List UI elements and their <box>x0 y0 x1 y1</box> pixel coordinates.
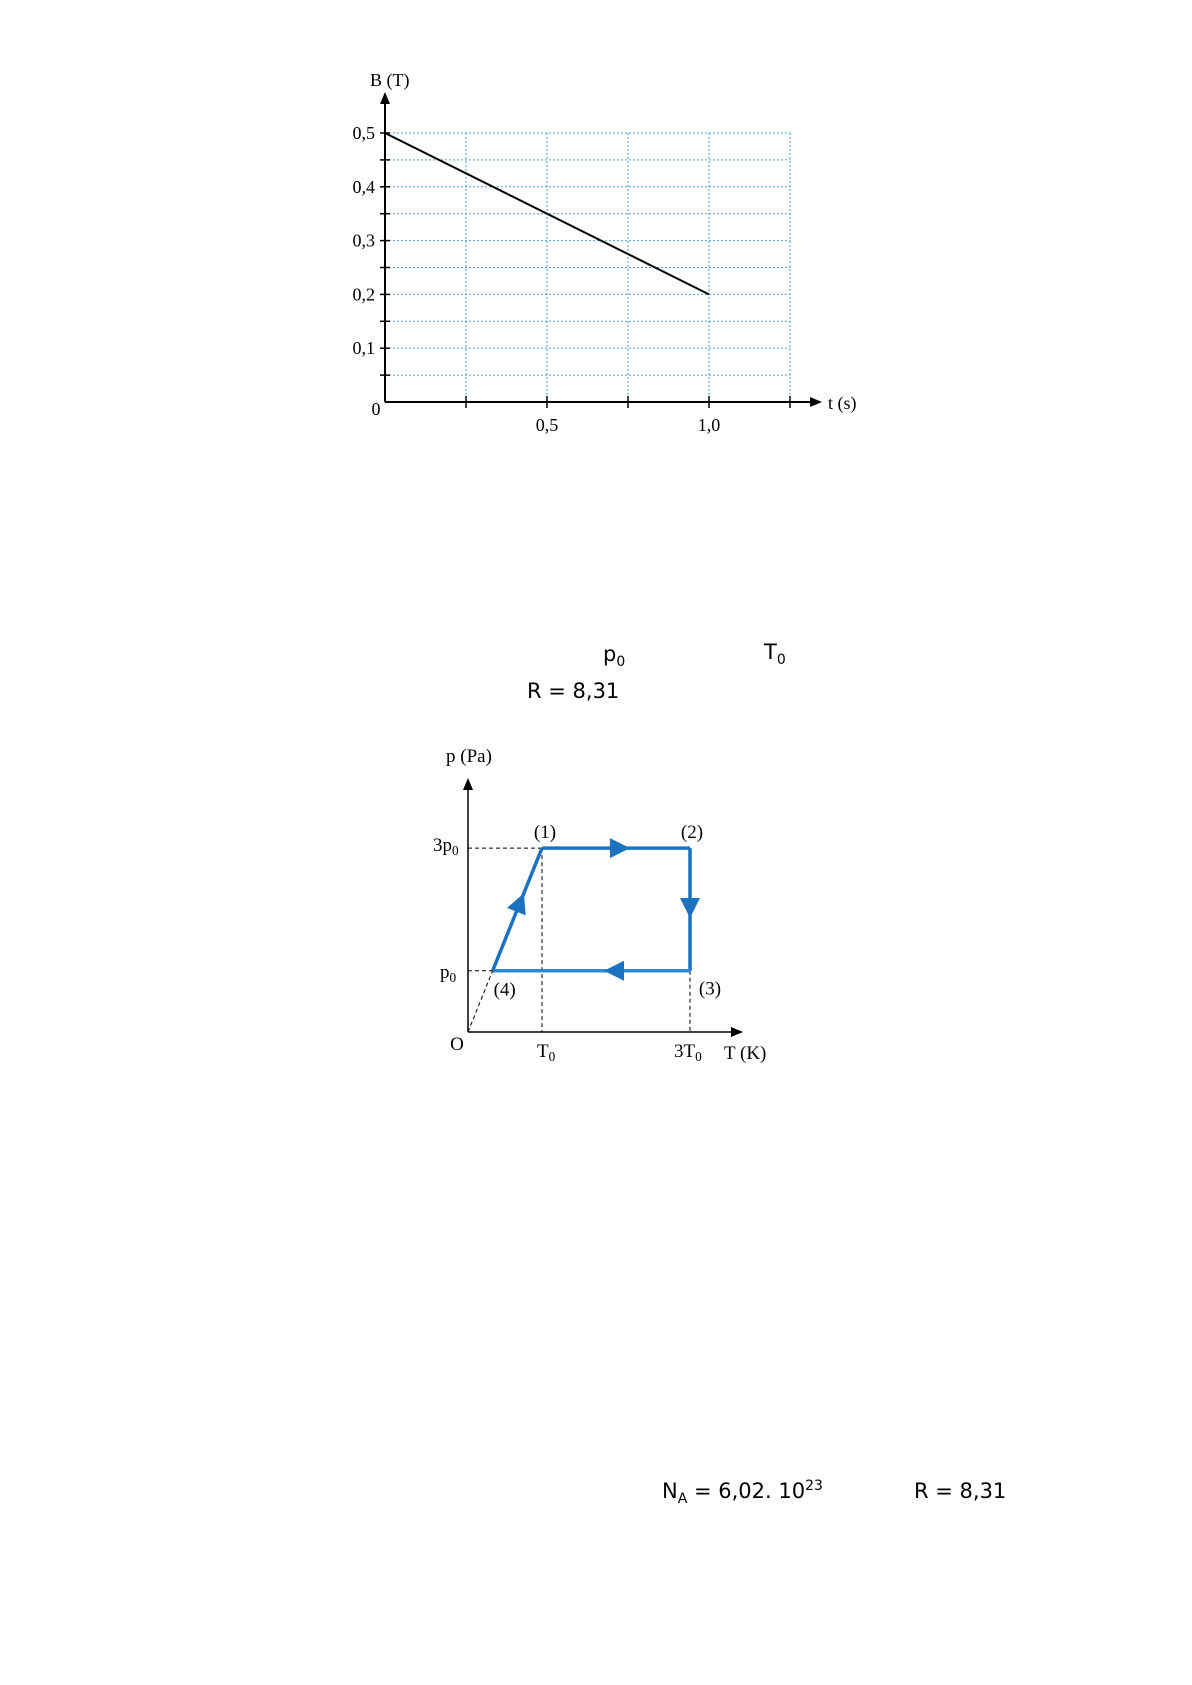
arrow-4-1 <box>507 889 533 915</box>
x-axis-label: t (s) <box>828 393 857 413</box>
arrow-2-3 <box>680 898 700 918</box>
state-label: (3) <box>698 978 722 1000</box>
y-axis-label: p (Pa) <box>446 746 492 767</box>
formula-r-second: R = 8,31 <box>914 1479 1007 1503</box>
formula-na-sup: 23 <box>805 1478 823 1494</box>
y-tick-label: 0,1 <box>352 338 375 359</box>
formula-na-base: N <box>662 1479 678 1503</box>
guide-origin-4 <box>468 971 493 1032</box>
formula-na-sub: A <box>677 1491 688 1508</box>
state-label: (1) <box>533 822 557 844</box>
x-tick-label-t0: $T_0$ <box>537 1041 556 1064</box>
arrow-3-4 <box>604 961 624 981</box>
x-axis-arrow <box>731 1027 743 1037</box>
y-tick-label: 0,5 <box>352 123 375 143</box>
y-tick-label-p0: $p_0$ <box>440 962 457 985</box>
origin-label: 0 <box>371 399 381 419</box>
y-tick-label: 0,4 <box>352 176 375 197</box>
arrow-1-2 <box>610 838 630 858</box>
x-tick-label: 0,5 <box>535 415 559 435</box>
y-axis-arrow <box>463 778 473 790</box>
formula-p0-sub: 0 <box>616 654 626 671</box>
state-label: (4) <box>493 979 516 1001</box>
formula-p0-base: p <box>603 642 617 666</box>
formula-na <box>662 1478 823 1507</box>
formula-t0-sub: 0 <box>776 652 786 669</box>
y-axis-label: B (T) <box>370 70 410 90</box>
y-tick-label-3p0: $3p_0$ <box>433 835 459 858</box>
y-tick-label: 0,3 <box>352 230 375 251</box>
x-tick-label: 1,0 <box>697 415 721 435</box>
origin-label: O <box>450 1034 464 1055</box>
x-tick-label-3t0: $3T_0$ <box>674 1041 702 1064</box>
formula-r-first: R = 8,31 <box>527 679 620 703</box>
formula-t0-base: T <box>764 640 777 664</box>
y-tick-label: 0,2 <box>352 284 375 305</box>
x-axis-label: T (K) <box>724 1043 767 1064</box>
state-label: (2) <box>680 822 704 844</box>
formula-na-rest: = 6,02. 10 <box>687 1479 806 1503</box>
